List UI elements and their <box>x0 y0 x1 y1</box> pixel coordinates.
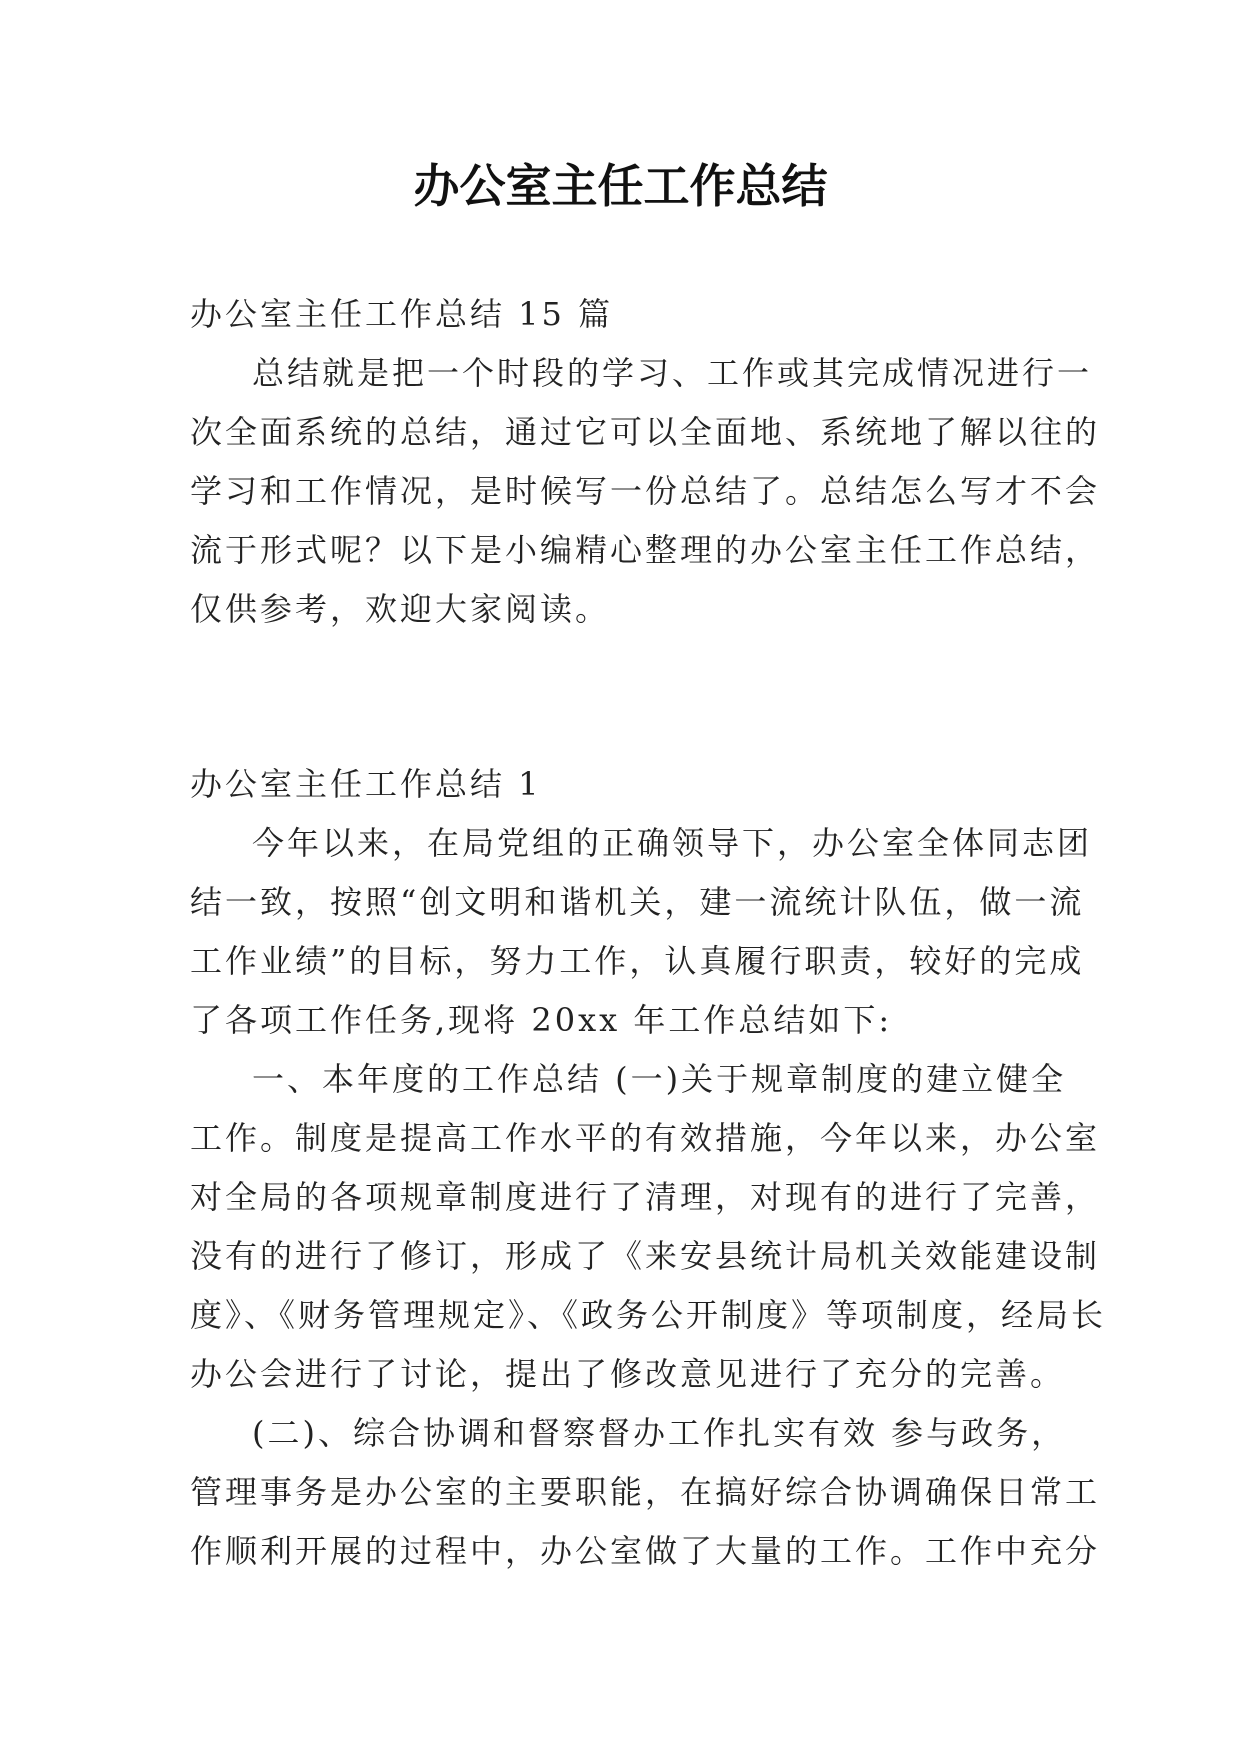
body-line: 一、本年度的工作总结 (一)关于规章制度的建立健全 <box>252 1060 1067 1098</box>
intro-line: 总结就是把一个时段的学习、工作或其完成情况进行一 <box>252 354 1093 392</box>
section-heading: 办公室主任工作总结 1 <box>190 765 542 803</box>
body-line: 度》、《财务管理规定》、《政务公开制度》等项制度，经局长 <box>190 1296 1107 1334</box>
page-title: 办公室主任工作总结 <box>413 159 828 213</box>
document-subtitle: 办公室主任工作总结 15 篇 <box>190 295 614 333</box>
body-line: 今年以来，在局党组的正确领导下，办公室全体同志团 <box>252 824 1093 862</box>
body-line: 对全局的各项规章制度进行了清理，对现有的进行了完善， <box>190 1178 1101 1216</box>
body-line: 结一致，按照“创文明和谐机关，建一流统计队伍，做一流 <box>190 883 1085 921</box>
body-line: 工作业绩”的目标，努力工作，认真履行职责，较好的完成 <box>190 942 1085 980</box>
intro-line: 仅供参考，欢迎大家阅读。 <box>190 590 611 628</box>
body-line: (二)、综合协调和督察督办工作扎实有效 参与政务， <box>252 1414 1067 1452</box>
body-line: 没有的进行了修订，形成了《来安县统计局机关效能建设制 <box>190 1237 1101 1275</box>
intro-line: 次全面系统的总结，通过它可以全面地、系统地了解以往的 <box>190 413 1101 451</box>
body-line: 作顺利开展的过程中，办公室做了大量的工作。工作中充分 <box>190 1532 1101 1570</box>
intro-line: 流于形式呢？以下是小编精心整理的办公室主任工作总结， <box>190 531 1101 569</box>
intro-line: 学习和工作情况，是时候写一份总结了。总结怎么写才不会 <box>190 472 1101 510</box>
body-line: 管理事务是办公室的主要职能，在搞好综合协调确保日常工 <box>190 1473 1101 1511</box>
body-line: 了各项工作任务,现将 20xx 年工作总结如下: <box>190 1001 893 1039</box>
body-line: 工作。制度是提高工作水平的有效措施，今年以来，办公室 <box>190 1119 1101 1157</box>
body-line: 办公会进行了讨论，提出了修改意见进行了充分的完善。 <box>190 1355 1066 1393</box>
